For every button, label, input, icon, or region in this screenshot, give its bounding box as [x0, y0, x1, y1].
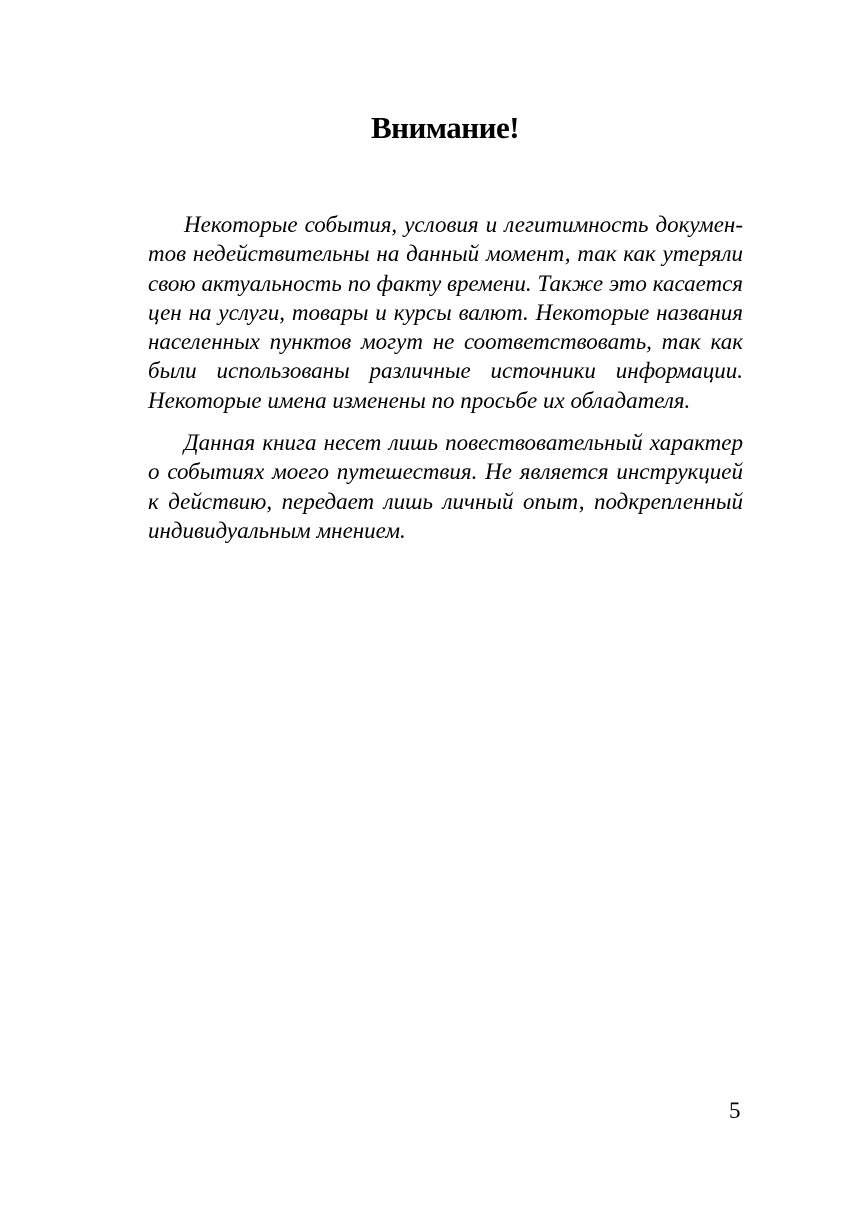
text-line: индивидуальным мнением. [148, 517, 406, 543]
text-line: тов недействительны на данный момент, так как утеряли [148, 241, 743, 267]
text-line: населенных пунктов могут не соответствовать, так как [148, 329, 743, 355]
page-number: 5 [729, 1098, 741, 1123]
narrative-paragraph [148, 428, 743, 545]
text-line: Данная книга несет лишь повествовательный характер [184, 430, 743, 455]
text-line: Некоторые имена изменены по просьбе их обладателя. [148, 387, 691, 413]
text-line: к действию, передает лишь личный опыт, подкрепленный [148, 488, 743, 514]
text-line: свою актуальность по факту времени. Также это касается [148, 270, 743, 296]
text-line: Некоторые события, условия и легитимность докумен- [184, 212, 743, 237]
text-line: были использованы различные источники информации. [148, 358, 743, 384]
text-line: о событиях моего путешествия. Не является инструкцией [148, 459, 743, 485]
page-title: Внимание! [370, 110, 520, 145]
disclaimer-paragraph [148, 210, 743, 415]
text-line: цен на услуги, товары и курсы валют. Некоторые названия [148, 299, 743, 325]
